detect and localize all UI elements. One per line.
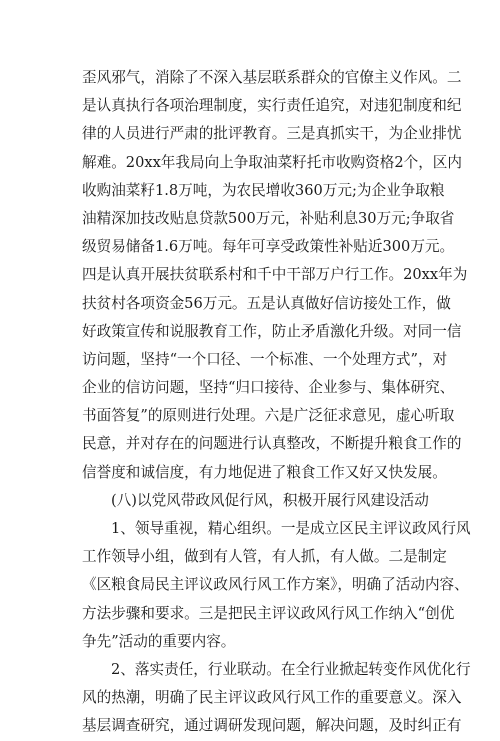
text-line: 四是认真开展扶贫联系村和千中干部万户行工作。20xx年为 (82, 266, 468, 284)
text-line: 民意，并对存在的问题进行认真整改，不断提升粮食工作的 (82, 435, 462, 453)
text-line: 企业的信访问题，坚持“归口接待、企业参与、集体研究、 (82, 379, 455, 397)
text-line: 级贸易储备1.6万吨。每年可享受政策性补贴近300万元。 (82, 238, 455, 256)
text-line: (八)以党风带政风促行风，积极开展行风建设活动 (111, 491, 429, 509)
text-line: 信誉度和诚信度，有力地促进了粮食工作又好又快发展。 (82, 463, 447, 481)
document-body (82, 64, 471, 741)
text-line: 方法步骤和要求。三是把民主评议政风行风工作纳入“创优 (82, 604, 455, 622)
text-line: 1、领导重视，精心组织。一是成立区民主评议政风行风 (111, 520, 471, 537)
text-line: 访问题，坚持“一个口径、一个标准、一个处理方式”，对 (82, 350, 448, 368)
text-line: 争先”活动的重要内容。 (82, 632, 236, 650)
text-line: 解难。20xx年我局向上争取油菜籽托市收购资格2个，区内 (82, 153, 462, 171)
text-line: 基层调查研究，通过调研发现问题，解决问题，及时纠正有 (82, 717, 462, 735)
text-line: 律的人员进行严肃的批评教育。三是真抓实干，为企业排忧 (82, 125, 462, 143)
text-line: 工作领导小组，做到有人管，有人抓，有人做。二是制定 (82, 548, 447, 566)
text-line: 是认真执行各项治理制度，实行责任追究，对违犯制度和纪 (82, 97, 462, 115)
text-line: 风的热潮，明确了民主评议政风行风工作的重要意义。深入 (82, 689, 462, 707)
text-line: 扶贫村各项资金56万元。五是认真做好信访接处工作，做 (82, 294, 451, 312)
text-line: 收购油菜籽1.8万吨，为农民增收360万元;为企业争取粮 (82, 181, 445, 199)
text-line: 《区粮食局民主评议政风行风工作方案》，明确了活动内容、 (82, 576, 469, 594)
text-line: 2、落实责任，行业联动。在全行业掀起转变作风优化行 (111, 660, 471, 678)
text-line: 歪风邪气，消除了不深入基层联系群众的官僚主义作风。二 (82, 69, 462, 86)
text-line: 油精深加技改贴息贷款500万元，补贴利息30万元;争取省 (82, 209, 455, 227)
text-line: 好政策宣传和说服教育工作，防止矛盾激化升级。对同一信 (82, 322, 462, 340)
text-line: 书面答复”的原则进行处理。六是广泛征求意见，虚心听取 (82, 407, 455, 425)
